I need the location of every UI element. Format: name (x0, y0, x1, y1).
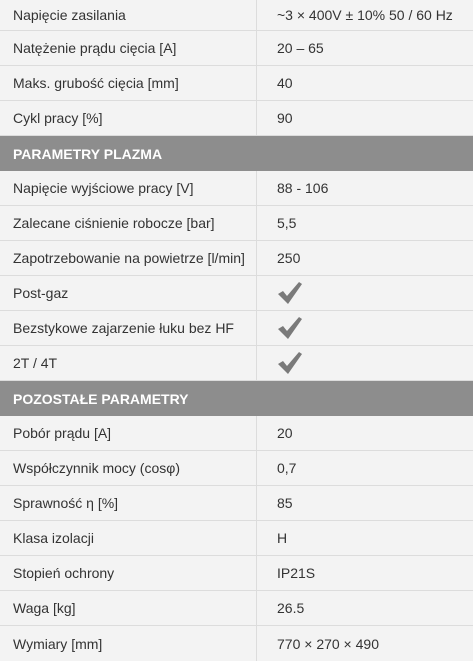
table-row (0, 591, 473, 626)
table-row (0, 311, 473, 346)
row-value: 20 (277, 425, 293, 441)
row-label: Pobór prądu [A] (0, 416, 257, 450)
row-value: IP21S (277, 565, 316, 581)
row-value: 0,7 (277, 460, 297, 476)
table-row (0, 486, 473, 521)
row-label: Zalecane ciśnienie robocze [bar] (0, 206, 257, 240)
row-label: Cykl pracy [%] (0, 101, 257, 135)
row-label: Wymiary [mm] (0, 626, 257, 661)
row-value: 85 (277, 495, 293, 511)
row-label: Post-gaz (0, 276, 257, 310)
row-value: ~3 × 400V ± 10% 50 / 60 Hz (277, 7, 453, 23)
table-row (0, 556, 473, 591)
section-header-plazma: PARAMETRY PLAZMA (0, 136, 473, 171)
row-label: Maks. grubość cięcia [mm] (0, 66, 257, 100)
table-row (0, 241, 473, 276)
row-value: 88 - 106 (277, 180, 329, 196)
table-row (0, 416, 473, 451)
row-label: Bezstykowe zajarzenie łuku bez HF (0, 311, 257, 345)
table-row (0, 521, 473, 556)
checkmark-icon (257, 346, 473, 380)
row-value: 40 (277, 75, 293, 91)
checkmark-icon (257, 311, 473, 345)
row-label: Napięcie zasilania (0, 0, 257, 30)
table-row (0, 206, 473, 241)
row-value: 250 (277, 250, 301, 266)
row-label: Współczynnik mocy (cosφ) (0, 451, 257, 485)
table-row (0, 276, 473, 311)
table-row (0, 626, 473, 661)
row-label: Zapotrzebowanie na powietrze [l/min] (0, 241, 257, 275)
table-row (0, 66, 473, 101)
row-value: 20 – 65 (277, 40, 324, 56)
table-row (0, 31, 473, 66)
checkmark-icon (257, 276, 473, 310)
table-row (0, 171, 473, 206)
section-header-pozostale: POZOSTAŁE PARAMETRY (0, 381, 473, 416)
row-label: Stopień ochrony (0, 556, 257, 590)
table-row (0, 0, 473, 31)
table-row (0, 101, 473, 136)
row-value: 90 (277, 110, 293, 126)
row-label: Klasa izolacji (0, 521, 257, 555)
row-label: Waga [kg] (0, 591, 257, 625)
row-label: Napięcie wyjściowe pracy [V] (0, 171, 257, 205)
row-value: H (277, 530, 288, 546)
row-label: Natężenie prądu cięcia [A] (0, 31, 257, 65)
table-row (0, 346, 473, 381)
row-label: 2T / 4T (0, 346, 257, 380)
row-value: 5,5 (277, 215, 297, 231)
row-value: 770 × 270 × 490 (277, 635, 379, 652)
table-row (0, 451, 473, 486)
row-label: Sprawność η [%] (0, 486, 257, 520)
row-value: 26.5 (277, 600, 305, 616)
